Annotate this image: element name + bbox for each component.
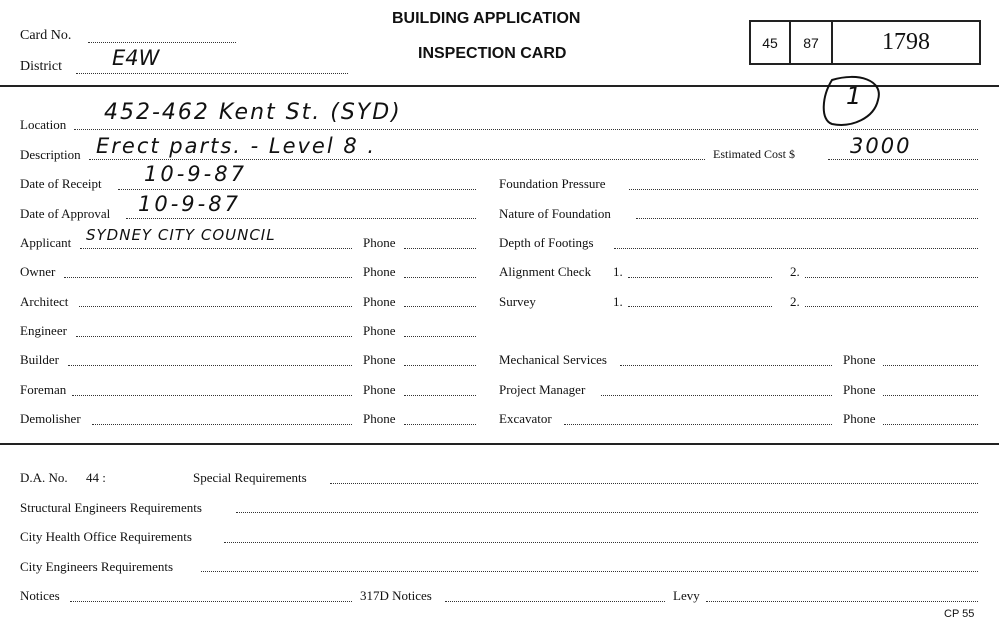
engineer-label: Engineer (20, 323, 67, 338)
project-manager-phone-field (883, 395, 978, 396)
builder-phone-field (404, 365, 476, 366)
architect-field (79, 306, 352, 307)
depth-footings-field (614, 248, 978, 249)
special-requirements-label: Special Requirements (193, 470, 307, 485)
date-receipt-value: 10-9-87 (144, 162, 247, 186)
foreman-label: Foreman (20, 382, 67, 397)
notices-label: Notices (20, 588, 60, 603)
notices-field (70, 601, 352, 602)
survey-label: Survey (499, 294, 536, 309)
owner-label: Owner (20, 264, 56, 279)
project-manager-field (601, 395, 832, 396)
excavator-phone-field (883, 424, 978, 425)
notices-317d-label: 317D Notices (360, 588, 432, 603)
owner-field (64, 277, 352, 278)
depth-footings-label: Depth of Footings (499, 235, 594, 250)
mechanical-phone-label: Phone (843, 352, 876, 367)
applicant-phone-field (404, 248, 476, 249)
card-number-boxes (749, 20, 981, 65)
title-line2: INSPECTION CARD (418, 45, 567, 62)
form-code: CP 55 (944, 608, 975, 620)
location-field (74, 129, 978, 130)
district-field (76, 73, 348, 74)
nature-foundation-label: Nature of Foundation (499, 206, 611, 221)
builder-label: Builder (20, 352, 59, 367)
circled-mark-text: 1 (846, 82, 862, 110)
card-no-label: Card No. (20, 28, 72, 43)
excavator-label: Excavator (499, 411, 552, 426)
middle-rule (0, 443, 999, 445)
owner-phone-field (404, 277, 476, 278)
city-engineers-field (201, 571, 978, 572)
demolisher-label: Demolisher (20, 411, 81, 426)
special-requirements-field (330, 483, 978, 484)
applicant-value: SYDNEY CITY COUNCIL (86, 226, 276, 244)
mechanical-label: Mechanical Services (499, 352, 607, 367)
date-approval-label: Date of Approval (20, 206, 111, 221)
district-value: E4W (112, 46, 160, 70)
mechanical-field (620, 365, 832, 366)
builder-phone-label: Phone (363, 352, 396, 367)
architect-phone-field (404, 306, 476, 307)
survey-num1: 1. (613, 294, 623, 309)
survey-num2: 2. (790, 294, 800, 309)
card-no-field (88, 42, 236, 43)
location-value: 452-462 Kent St. (SYD) (104, 100, 402, 125)
owner-phone-label: Phone (363, 264, 396, 279)
district-label: District (20, 59, 62, 74)
date-receipt-label: Date of Receipt (20, 176, 102, 191)
demolisher-phone-field (404, 424, 476, 425)
survey-field1 (628, 306, 772, 307)
applicant-field (80, 248, 352, 249)
survey-field2 (805, 306, 978, 307)
description-label: Description (20, 147, 81, 162)
applicant-phone-label: Phone (363, 235, 396, 250)
notices-317d-field (445, 601, 665, 602)
box-b: 87 (791, 22, 833, 63)
description-value: Erect parts. - Level 8 . (96, 134, 377, 158)
demolisher-phone-label: Phone (363, 411, 396, 426)
applicant-label: Applicant (20, 235, 72, 250)
alignment-check-label: Alignment Check (499, 264, 592, 279)
architect-phone-label: Phone (363, 294, 396, 309)
title-line1: BUILDING APPLICATION (392, 10, 581, 27)
mechanical-phone-field (883, 365, 978, 366)
city-engineers-label: City Engineers Requirements (20, 559, 174, 574)
alignment-check-num2: 2. (790, 264, 800, 279)
foundation-pressure-label: Foundation Pressure (499, 176, 606, 191)
project-manager-label: Project Manager (499, 382, 586, 397)
levy-field (706, 601, 978, 602)
levy-label: Levy (673, 588, 700, 603)
alignment-check-num1: 1. (613, 264, 623, 279)
excavator-field (564, 424, 832, 425)
alignment-check-field2 (805, 277, 978, 278)
date-receipt-field (118, 189, 476, 190)
demolisher-field (92, 424, 352, 425)
engineer-phone-field (404, 336, 476, 337)
health-field (224, 542, 978, 543)
structural-field (236, 512, 978, 513)
description-field (89, 159, 705, 160)
box-a: 45 (751, 22, 791, 63)
builder-field (68, 365, 352, 366)
foreman-phone-field (404, 395, 476, 396)
structural-label: Structural Engineers Requirements (20, 500, 202, 515)
foundation-pressure-field (629, 189, 978, 190)
location-label: Location (20, 117, 67, 132)
box-number: 1798 (882, 29, 930, 55)
estimated-cost-field (828, 159, 978, 160)
da-label: D.A. No. (20, 470, 68, 485)
foreman-field (72, 395, 352, 396)
excavator-phone-label: Phone (843, 411, 876, 426)
estimated-cost-label: Estimated Cost $ (713, 147, 795, 161)
project-manager-phone-label: Phone (843, 382, 876, 397)
date-approval-field (126, 218, 476, 219)
nature-foundation-field (636, 218, 978, 219)
foreman-phone-label: Phone (363, 382, 396, 397)
estimated-cost-value: 3000 (850, 134, 912, 158)
date-approval-value: 10-9-87 (138, 192, 241, 216)
architect-label: Architect (20, 294, 69, 309)
health-label: City Health Office Requirements (20, 529, 192, 544)
engineer-field (76, 336, 352, 337)
engineer-phone-label: Phone (363, 323, 396, 338)
alignment-check-field1 (628, 277, 772, 278)
da-value: 44 : (86, 470, 106, 485)
